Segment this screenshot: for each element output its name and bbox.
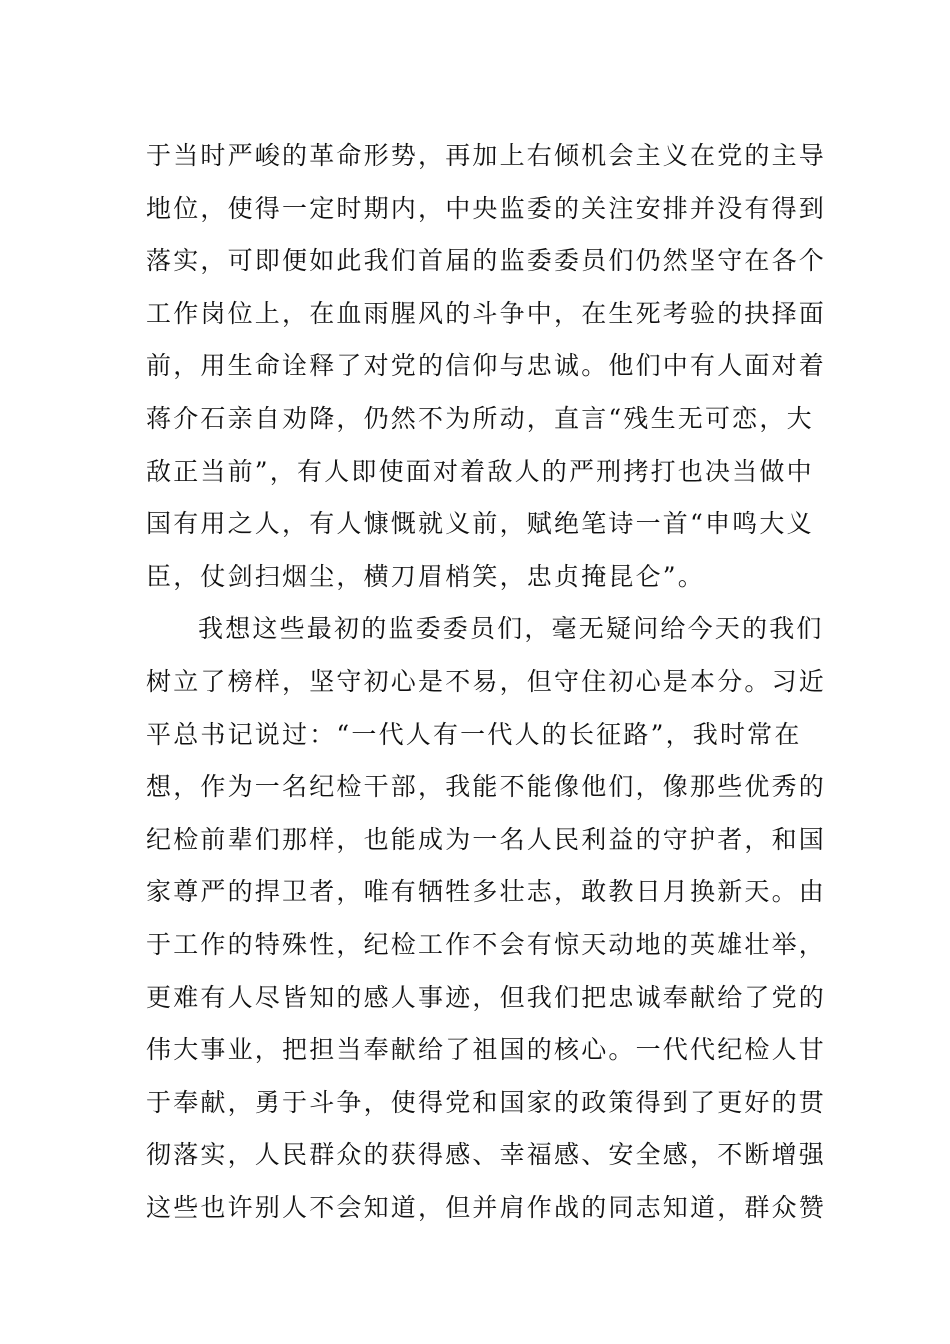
text-line: 家尊严的捍卫者，唯有牺牲多壮志，敢教日月换新天。由 (146, 877, 827, 907)
text-line: 敌正当前”，有人即使面对着敌人的严刑拷打也决当做中 (146, 456, 814, 486)
text-line: 前，用生命诠释了对党的信仰与忠诚。他们中有人面对着 (146, 351, 827, 381)
text-line: 于工作的特殊性，纪检工作不会有惊天动地的英雄壮举， (146, 929, 827, 959)
text-line: 工作岗位上，在血雨腥风的斗争中，在生死考验的抉择面 (146, 298, 827, 328)
text-line: 我想这些最初的监委委员们，毫无疑问给今天的我们 (198, 614, 824, 644)
text-line: 国有用之人，有人慷慨就义前，赋绝笔诗一首“申鸣大义 (146, 509, 814, 539)
text-line: 平总书记说过：“一代人有一代人的长征路”，我时常在 (146, 719, 802, 749)
text-line: 伟大事业，把担当奉献给了祖国的核心。一代代纪检人甘 (146, 1035, 827, 1065)
text-line: 落实，可即便如此我们首届的监委委员们仍然坚守在各个 (146, 246, 827, 276)
paragraph-2 (146, 603, 827, 1234)
document-body (146, 130, 827, 1234)
text-line: 想，作为一名纪检干部，我能不能像他们，像那些优秀的 (146, 772, 827, 802)
text-line: 于奉献，勇于斗争，使得党和国家的政策得到了更好的贯 (146, 1087, 827, 1117)
text-line: 臣，仗剑扫烟尘，横刀眉梢笑，忠贞掩昆仑”。 (146, 561, 705, 591)
text-line: 更难有人尽皆知的感人事迹，但我们把忠诚奉献给了党的 (146, 982, 827, 1012)
text-line: 纪检前辈们那样，也能成为一名人民利益的守护者，和国 (146, 824, 827, 854)
text-line: 树立了榜样，坚守初心是不易，但守住初心是本分。习近 (146, 666, 827, 696)
paragraph-1 (146, 130, 827, 603)
text-line: 这些也许别人不会知道，但并肩作战的同志知道，群众赞 (146, 1192, 827, 1222)
text-line: 地位，使得一定时期内，中央监委的关注安排并没有得到 (146, 193, 827, 223)
text-line: 于当时严峻的革命形势，再加上右倾机会主义在党的主导 (146, 141, 827, 170)
text-line: 蒋介石亲自劝降，仍然不为所动，直言“残生无可恋，大 (146, 403, 814, 433)
text-line: 彻落实，人民群众的获得感、幸福感、安全感，不断增强 (146, 1140, 827, 1170)
